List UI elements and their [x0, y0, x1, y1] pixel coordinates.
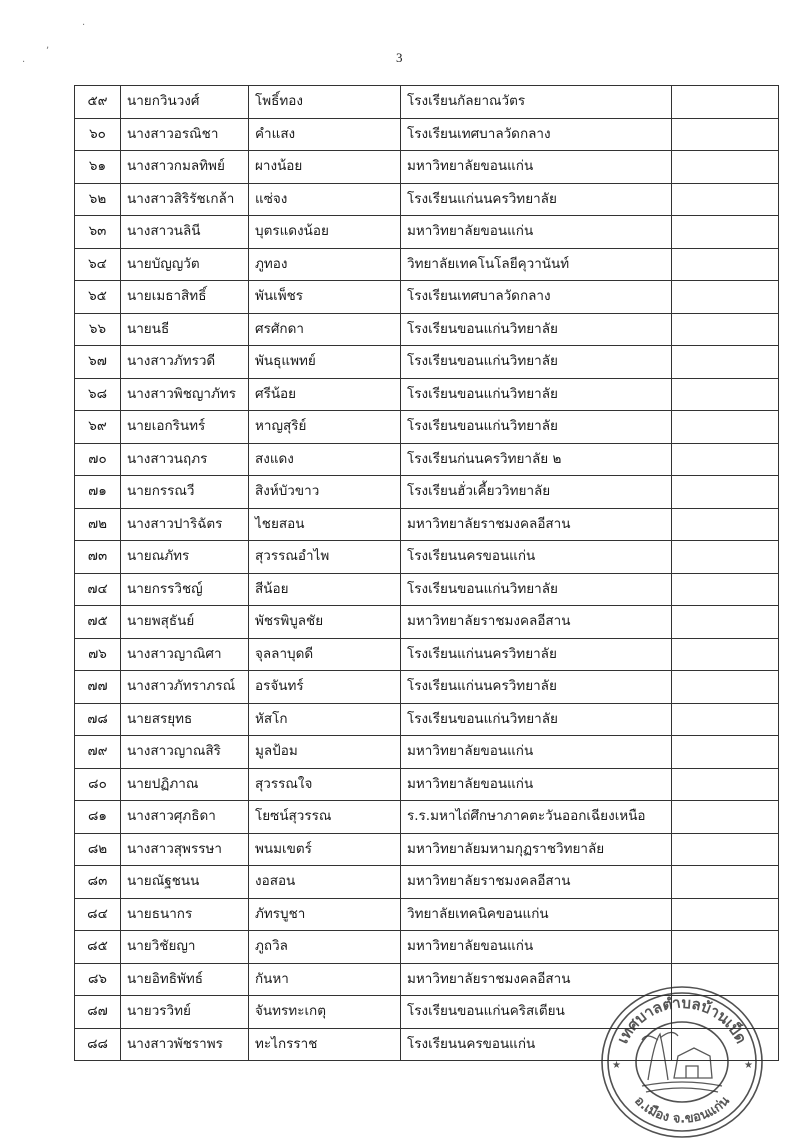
institution-cell: วิทยาลัยเทคนิคขอนแก่น — [401, 898, 672, 931]
remark-cell — [672, 248, 779, 281]
row-number-cell: ๗๗ — [75, 671, 121, 704]
svg-text:อ.เมือง จ.ขอนแก่น — [631, 1093, 733, 1126]
row-number-cell: ๖๐ — [75, 118, 121, 151]
institution-cell: โรงเรียนนครขอนแก่น — [401, 1028, 672, 1061]
last-name-cell: ศรีน้อย — [249, 378, 401, 411]
institution-cell: โรงเรียนกัลยาณวัตร — [401, 86, 672, 119]
row-number-cell: ๗๒ — [75, 508, 121, 541]
remark-cell — [672, 541, 779, 574]
institution-cell: มหาวิทยาลัยขอนแก่น — [401, 736, 672, 769]
seal-emblem-icon — [642, 1032, 722, 1092]
institution-cell: โรงเรียนขอนแก่นวิทยาลัย — [401, 313, 672, 346]
institution-cell: มหาวิทยาลัยขอนแก่น — [401, 768, 672, 801]
scan-speck: · — [82, 20, 86, 31]
institution-cell: มหาวิทยาลัยราชมงคลอีสาน — [401, 606, 672, 639]
row-number-cell: ๕๙ — [75, 86, 121, 119]
institution-cell: มหาวิทยาลัยขอนแก่น — [401, 216, 672, 249]
table-row — [75, 606, 779, 639]
last-name-cell: จุลลาบุดดี — [249, 638, 401, 671]
row-number-cell: ๗๘ — [75, 703, 121, 736]
first-name-cell: นายนธี — [121, 313, 249, 346]
institution-cell: มหาวิทยาลัยราชมงคลอีสาน — [401, 508, 672, 541]
institution-cell: โรงเรียนแก่นนครวิทยาลัย — [401, 638, 672, 671]
row-number-cell: ๖๒ — [75, 183, 121, 216]
first-name-cell: นายเอกรินทร์ — [121, 411, 249, 444]
last-name-cell: แซ่จง — [249, 183, 401, 216]
first-name-cell: นางสาวพัชราพร — [121, 1028, 249, 1061]
first-name-cell: นายกรรณวี — [121, 476, 249, 509]
institution-cell: โรงเรียนขอนแก่นวิทยาลัย — [401, 703, 672, 736]
row-number-cell: ๗๐ — [75, 443, 121, 476]
table-row — [75, 898, 779, 931]
table-row — [75, 443, 779, 476]
institution-cell: โรงเรียนเทศบาลวัดกลาง — [401, 281, 672, 314]
remark-cell — [672, 931, 779, 964]
institution-cell: โรงเรียนขอนแก่นวิทยาลัย — [401, 346, 672, 379]
remark-cell — [672, 443, 779, 476]
institution-cell: มหาวิทยาลัยมหามกุฏราชวิทยาลัย — [401, 833, 672, 866]
first-name-cell: นางสาวญาณิศา — [121, 638, 249, 671]
table-row — [75, 476, 779, 509]
last-name-cell: ภูทอง — [249, 248, 401, 281]
last-name-cell: พัชรพิบูลชัย — [249, 606, 401, 639]
first-name-cell: นางสาวญาณสิริ — [121, 736, 249, 769]
row-number-cell: ๗๙ — [75, 736, 121, 769]
remark-cell — [672, 638, 779, 671]
remark-cell — [672, 508, 779, 541]
institution-cell: โรงเรียนขอนแก่นคริสเตียน — [401, 996, 672, 1029]
first-name-cell: นางสาวกมลทิพย์ — [121, 151, 249, 184]
last-name-cell: สงแดง — [249, 443, 401, 476]
remark-cell — [672, 118, 779, 151]
last-name-cell: ไชยสอน — [249, 508, 401, 541]
first-name-cell: นายณัฐชนน — [121, 866, 249, 899]
last-name-cell: ศรศักดา — [249, 313, 401, 346]
row-number-cell: ๗๔ — [75, 573, 121, 606]
first-name-cell: นางสาวอรณิชา — [121, 118, 249, 151]
row-number-cell: ๘๗ — [75, 996, 121, 1029]
remark-cell — [672, 801, 779, 834]
table-row — [75, 931, 779, 964]
row-number-cell: ๘๖ — [75, 963, 121, 996]
institution-cell: โรงเรียนก่นนครวิทยาลัย ๒ — [401, 443, 672, 476]
row-number-cell: ๗๑ — [75, 476, 121, 509]
first-name-cell: นายวรวิทย์ — [121, 996, 249, 1029]
svg-text:★: ★ — [744, 1060, 753, 1071]
row-number-cell: ๖๗ — [75, 346, 121, 379]
first-name-cell: นายวิชัยญา — [121, 931, 249, 964]
remark-cell — [672, 671, 779, 704]
last-name-cell: สีน้อย — [249, 573, 401, 606]
remark-cell — [672, 833, 779, 866]
first-name-cell: นายณภัทร — [121, 541, 249, 574]
remark-cell — [672, 313, 779, 346]
last-name-cell: โยซน์สุวรรณ — [249, 801, 401, 834]
first-name-cell: นายบัญญวัต — [121, 248, 249, 281]
last-name-cell: หาญสุริย์ — [249, 411, 401, 444]
table-row — [75, 801, 779, 834]
first-name-cell: นางสาวสิริรัชเกล้า — [121, 183, 249, 216]
table-row — [75, 671, 779, 704]
row-number-cell: ๘๘ — [75, 1028, 121, 1061]
table-row — [75, 216, 779, 249]
last-name-cell: สุวรรณอำไพ — [249, 541, 401, 574]
table-row — [75, 703, 779, 736]
last-name-cell: กันหา — [249, 963, 401, 996]
first-name-cell: นายกรรวิชญ์ — [121, 573, 249, 606]
institution-cell: มหาวิทยาลัยขอนแก่น — [401, 931, 672, 964]
row-number-cell: ๘๔ — [75, 898, 121, 931]
first-name-cell: นายกวินวงศ์ — [121, 86, 249, 119]
institution-cell: มหาวิทยาลัยราชมงคลอีสาน — [401, 866, 672, 899]
first-name-cell: นายอิทธิพัทธ์ — [121, 963, 249, 996]
table-row — [75, 248, 779, 281]
row-number-cell: ๘๓ — [75, 866, 121, 899]
last-name-cell: ภูถวิล — [249, 931, 401, 964]
svg-text:★: ★ — [612, 1060, 621, 1071]
row-number-cell: ๖๕ — [75, 281, 121, 314]
table-row — [75, 573, 779, 606]
last-name-cell: หัสโก — [249, 703, 401, 736]
remark-cell — [672, 151, 779, 184]
remark-cell — [672, 898, 779, 931]
first-name-cell: นายปฏิภาณ — [121, 768, 249, 801]
participant-table — [74, 85, 779, 1061]
row-number-cell: ๖๑ — [75, 151, 121, 184]
row-number-cell: ๘๐ — [75, 768, 121, 801]
row-number-cell: ๗๖ — [75, 638, 121, 671]
last-name-cell: จันทรทะเกตุ — [249, 996, 401, 1029]
first-name-cell: นางสาวนลินี — [121, 216, 249, 249]
first-name-cell: นายสรยุทธ — [121, 703, 249, 736]
institution-cell: มหาวิทยาลัยราชมงคลอีสาน — [401, 963, 672, 996]
last-name-cell: งอสอน — [249, 866, 401, 899]
remark-cell — [672, 573, 779, 606]
table-row — [75, 118, 779, 151]
institution-cell: โรงเรียนขอนแก่นวิทยาลัย — [401, 411, 672, 444]
last-name-cell: พนมเขตร์ — [249, 833, 401, 866]
institution-cell: โรงเรียนแก่นนครวิทยาลัย — [401, 183, 672, 216]
remark-cell — [672, 606, 779, 639]
participant-table-body — [75, 86, 779, 1061]
remark-cell — [672, 378, 779, 411]
table-row — [75, 346, 779, 379]
institution-cell: โรงเรียนฮั่วเคี้ยววิทยาลัย — [401, 476, 672, 509]
last-name-cell: ทะไกรราช — [249, 1028, 401, 1061]
last-name-cell: พันเพ็ชร — [249, 281, 401, 314]
row-number-cell: ๘๑ — [75, 801, 121, 834]
first-name-cell: นางสาวพิชญาภัทร — [121, 378, 249, 411]
table-row — [75, 866, 779, 899]
table-row — [75, 281, 779, 314]
first-name-cell: นางสาวภัทรวดี — [121, 346, 249, 379]
scan-speck: , — [46, 40, 50, 51]
last-name-cell: คำแสง — [249, 118, 401, 151]
table-row — [75, 183, 779, 216]
last-name-cell: มูลป้อม — [249, 736, 401, 769]
table-row — [75, 411, 779, 444]
seal-top-text: เทศบาลตำบลบ้านเป็ด — [613, 993, 751, 1047]
remark-cell — [672, 736, 779, 769]
first-name-cell: นายธนากร — [121, 898, 249, 931]
row-number-cell: ๖๖ — [75, 313, 121, 346]
first-name-cell: นางสาวศุภธิดา — [121, 801, 249, 834]
row-number-cell: ๖๔ — [75, 248, 121, 281]
first-name-cell: นายเมธาสิทธิ์ — [121, 281, 249, 314]
row-number-cell: ๘๒ — [75, 833, 121, 866]
row-number-cell: ๗๕ — [75, 606, 121, 639]
remark-cell — [672, 216, 779, 249]
remark-cell — [672, 768, 779, 801]
remark-cell — [672, 86, 779, 119]
table-row — [75, 378, 779, 411]
scan-speck: · — [22, 57, 26, 68]
first-name-cell: นางสาวปาริฉัตร — [121, 508, 249, 541]
first-name-cell: นางสาวภัทราภรณ์ — [121, 671, 249, 704]
remark-cell — [672, 866, 779, 899]
table-row — [75, 313, 779, 346]
remark-cell — [672, 183, 779, 216]
first-name-cell: นางสาวสุพรรษา — [121, 833, 249, 866]
institution-cell: วิทยาลัยเทคโนโลยีคุวานันท์ — [401, 248, 672, 281]
institution-cell: โรงเรียนเทศบาลวัดกลาง — [401, 118, 672, 151]
row-number-cell: ๗๓ — [75, 541, 121, 574]
institution-cell: ร.ร.มหาไถ่ศึกษาภาคตะวันออกเฉียงเหนือ — [401, 801, 672, 834]
first-name-cell: นางสาวนฤภร — [121, 443, 249, 476]
last-name-cell: บุตรแดงน้อย — [249, 216, 401, 249]
page-number: 3 — [396, 50, 403, 65]
table-row — [75, 638, 779, 671]
institution-cell: มหาวิทยาลัยขอนแก่น — [401, 151, 672, 184]
remark-cell — [672, 411, 779, 444]
institution-cell: โรงเรียนนครขอนแก่น — [401, 541, 672, 574]
table-row — [75, 151, 779, 184]
last-name-cell: โพธิ์ทอง — [249, 86, 401, 119]
last-name-cell: ผางน้อย — [249, 151, 401, 184]
row-number-cell: ๖๓ — [75, 216, 121, 249]
last-name-cell: สุวรรณใจ — [249, 768, 401, 801]
table-row — [75, 508, 779, 541]
institution-cell: โรงเรียนขอนแก่นวิทยาลัย — [401, 378, 672, 411]
last-name-cell: สิงห์บัวขาว — [249, 476, 401, 509]
municipality-seal — [598, 982, 766, 1140]
table-row — [75, 833, 779, 866]
last-name-cell: อรจันทร์ — [249, 671, 401, 704]
table-row — [75, 736, 779, 769]
first-name-cell: นายพสุธันย์ — [121, 606, 249, 639]
remark-cell — [672, 476, 779, 509]
row-number-cell: ๖๘ — [75, 378, 121, 411]
row-number-cell: ๖๙ — [75, 411, 121, 444]
institution-cell: โรงเรียนขอนแก่นวิทยาลัย — [401, 573, 672, 606]
last-name-cell: พันธุแพทย์ — [249, 346, 401, 379]
remark-cell — [672, 703, 779, 736]
last-name-cell: ภัทรบูชา — [249, 898, 401, 931]
seal-bottom-text: อ.เมือง จ.ขอนแก่น — [631, 1093, 733, 1127]
remark-cell — [672, 346, 779, 379]
table-row — [75, 86, 779, 119]
table-row — [75, 541, 779, 574]
table-row — [75, 768, 779, 801]
institution-cell: โรงเรียนแก่นนครวิทยาลัย — [401, 671, 672, 704]
remark-cell — [672, 281, 779, 314]
row-number-cell: ๘๕ — [75, 931, 121, 964]
